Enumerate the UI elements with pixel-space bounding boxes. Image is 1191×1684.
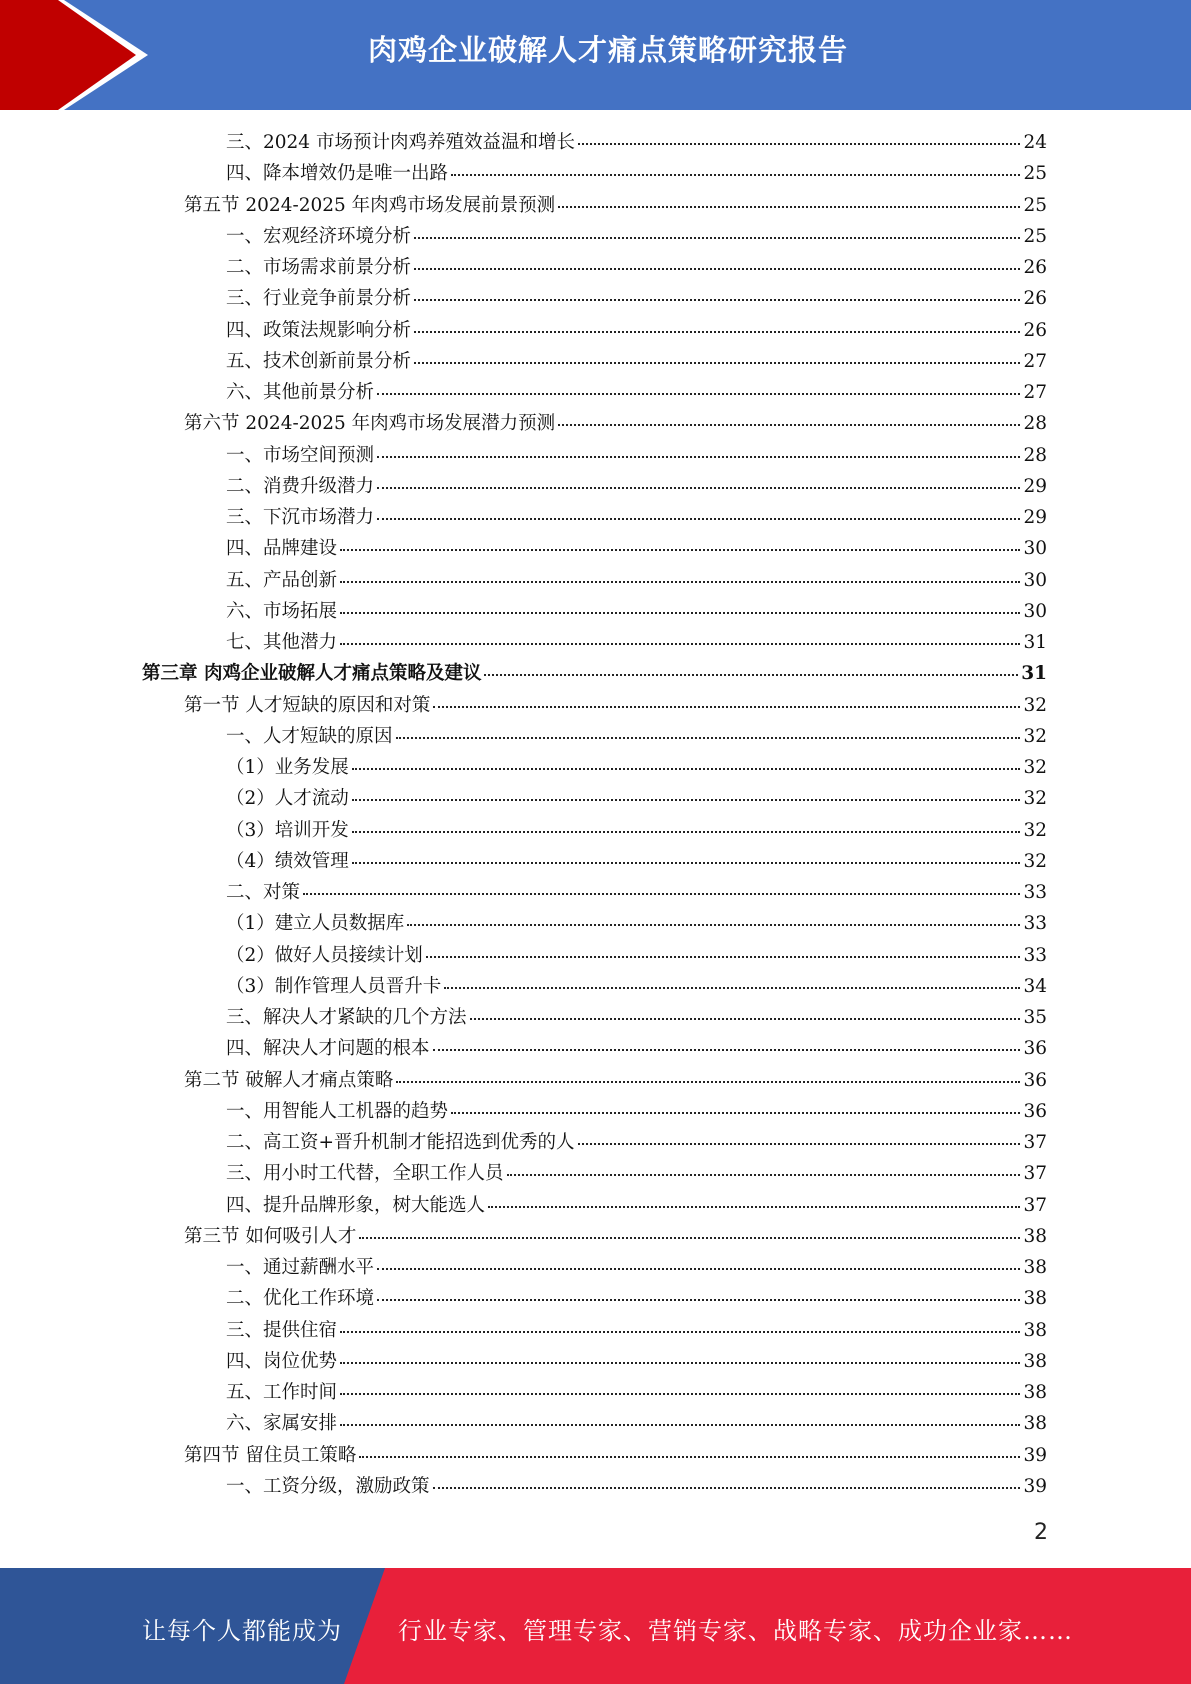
toc-leader-dots — [470, 1018, 1021, 1020]
toc-entry-page: 38 — [1023, 1413, 1047, 1435]
toc-leader-dots — [414, 362, 1020, 364]
toc-entry-page: 27 — [1023, 382, 1047, 403]
toc-entry-label: （1）业务发展 — [226, 757, 349, 778]
toc-entry-page: 25 — [1023, 194, 1047, 216]
toc-entry[interactable] — [226, 971, 1047, 1002]
toc-entry-page: 27 — [1023, 350, 1047, 372]
toc-entry-label: （4）绩效管理 — [226, 850, 349, 872]
toc-leader-dots — [352, 799, 1021, 801]
toc-entry-page: 38 — [1023, 1319, 1047, 1341]
toc-entry-label: 一、市场空间预测 — [226, 444, 375, 466]
toc-entry[interactable] — [226, 1033, 1047, 1064]
toc-leader-dots — [407, 924, 1020, 926]
toc-entry-page: 30 — [1023, 600, 1047, 622]
toc-entry-page: 38 — [1023, 1225, 1047, 1247]
toc-entry-page: 32 — [1023, 788, 1047, 810]
toc-entry-page: 29 — [1023, 475, 1047, 497]
toc-entry-page: 31 — [1021, 663, 1047, 685]
toc-entry-label: 四、政策法规影响分析 — [226, 319, 412, 341]
toc-entry-label: 四、岗位优势 — [226, 1350, 338, 1372]
footer-expert-list: 行业专家、管理专家、营销专家、战略专家、成功企业家…… — [398, 1617, 1073, 1645]
toc-entry-label: 六、市场拓展 — [226, 600, 338, 622]
toc-leader-dots — [578, 1143, 1021, 1145]
toc-leader-dots — [359, 1237, 1020, 1239]
toc-leader-dots — [377, 518, 1020, 520]
toc-leader-dots — [377, 456, 1020, 458]
toc-entry-label: 三、解决人才紧缺的几个方法 — [226, 1007, 467, 1028]
toc-entry-page: 36 — [1023, 1100, 1047, 1122]
toc-entry-page: 39 — [1023, 1444, 1047, 1466]
footer-slogan: 让每个人都能成为 — [142, 1617, 342, 1645]
toc-entry-page: 38 — [1023, 1288, 1047, 1310]
toc-entry-label: 三、行业竞争前景分析 — [226, 288, 412, 310]
toc-entry-page: 31 — [1023, 632, 1047, 653]
toc-entry-page: 37 — [1023, 1132, 1047, 1153]
toc-entry-page: 32 — [1023, 819, 1047, 841]
toc-entry[interactable] — [226, 1471, 1047, 1502]
toc-leader-dots — [433, 1487, 1021, 1489]
toc-entry-page: 25 — [1023, 163, 1047, 185]
toc-entry-label: 三、2024 市场预计肉鸡养殖效益温和增长 — [226, 132, 575, 153]
toc-entry[interactable] — [226, 471, 1047, 502]
toc-entry[interactable] — [226, 1252, 1047, 1283]
toc-leader-dots — [433, 1049, 1021, 1051]
toc-leader-dots — [340, 612, 1020, 614]
toc-entry[interactable] — [226, 1096, 1047, 1127]
toc-leader-dots — [396, 1081, 1020, 1083]
toc-entry-page: 30 — [1023, 569, 1047, 591]
toc-entry-label: 二、消费升级潜力 — [226, 475, 375, 497]
toc-leader-dots — [352, 768, 1021, 770]
toc-leader-dots — [377, 1268, 1020, 1270]
toc-entry-page: 28 — [1023, 413, 1047, 435]
toc-leader-dots — [414, 299, 1020, 301]
footer-band — [0, 1568, 1191, 1684]
toc-entry[interactable] — [226, 1377, 1047, 1408]
toc-entry-label: 三、下沉市场潜力 — [226, 507, 375, 528]
header-band — [0, 0, 1191, 110]
toc-leader-dots — [377, 1299, 1020, 1301]
toc-entry-page: 37 — [1023, 1163, 1047, 1185]
toc-leader-dots — [433, 706, 1020, 708]
toc-entry-label: 第六节 2024-2025 年肉鸡市场发展潜力预测 — [184, 413, 556, 435]
toc-entry-page: 30 — [1023, 538, 1047, 560]
toc-entry[interactable] — [226, 283, 1047, 314]
toc-entry-page: 33 — [1023, 944, 1047, 966]
toc-leader-dots — [340, 1393, 1020, 1395]
toc-entry[interactable] — [226, 1408, 1047, 1439]
toc-leader-dots — [414, 268, 1020, 270]
toc-entry[interactable] — [226, 846, 1047, 877]
toc-entry-page: 26 — [1023, 288, 1047, 310]
toc-entry-label: 五、产品创新 — [226, 569, 338, 591]
toc-entry-label: 第三节 如何吸引人才 — [184, 1225, 357, 1247]
toc-entry-label: （1）建立人员数据库 — [226, 913, 405, 935]
toc-entry-label: 第五节 2024-2025 年肉鸡市场发展前景预测 — [184, 194, 556, 216]
toc-entry[interactable] — [226, 377, 1047, 408]
toc-entry-label: 六、家属安排 — [226, 1413, 338, 1435]
toc-entry-label: 三、提供住宿 — [226, 1319, 338, 1341]
toc-leader-dots — [377, 487, 1020, 489]
toc-entry-page: 29 — [1023, 507, 1047, 528]
toc-leader-dots — [352, 862, 1021, 864]
toc-entry-label: 二、对策 — [226, 882, 301, 903]
toc-entry-page: 32 — [1023, 725, 1047, 747]
toc-entry[interactable] — [184, 690, 1047, 721]
toc-entry[interactable] — [184, 408, 1047, 439]
toc-entry-label: 四、降本增效仍是唯一出路 — [226, 163, 449, 185]
toc-entry-label: （2）人才流动 — [226, 788, 349, 810]
toc-entry[interactable] — [142, 658, 1047, 689]
toc-entry-label: 四、解决人才问题的根本 — [226, 1038, 430, 1060]
toc-entry-page: 32 — [1023, 850, 1047, 872]
toc-entry-label: 一、工资分级，激励政策 — [226, 1475, 430, 1497]
toc-entry-label: 一、通过薪酬水平 — [226, 1257, 375, 1278]
toc-entry[interactable] — [226, 1127, 1047, 1158]
toc-entry[interactable] — [226, 1315, 1047, 1346]
toc-entry[interactable] — [226, 158, 1047, 189]
toc-entry-label: 一、宏观经济环境分析 — [226, 225, 412, 247]
page-number: 2 — [1034, 1520, 1048, 1545]
toc-entry-page: 26 — [1023, 319, 1047, 341]
toc-entry-label: 二、优化工作环境 — [226, 1288, 375, 1310]
toc-entry[interactable] — [226, 627, 1047, 658]
toc-entry[interactable] — [226, 127, 1047, 158]
toc-leader-dots — [340, 1424, 1020, 1426]
toc-entry[interactable] — [226, 252, 1047, 283]
toc-entry[interactable] — [226, 1190, 1047, 1221]
toc-entry-label: （2）做好人员接续计划 — [226, 944, 423, 966]
toc-entry-label: 七、其他潜力 — [226, 632, 338, 653]
toc-entry-page: 32 — [1023, 757, 1047, 778]
toc-entry[interactable] — [226, 596, 1047, 627]
toc-entry-page: 39 — [1023, 1475, 1047, 1497]
toc-entry-label: 六、其他前景分析 — [226, 382, 375, 403]
toc-entry-page: 36 — [1023, 1069, 1047, 1091]
toc-entry-label: （3）制作管理人员晋升卡 — [226, 975, 442, 997]
toc-entry[interactable] — [226, 940, 1047, 971]
toc-entry-label: （3）培训开发 — [226, 819, 349, 841]
toc-entry-page: 38 — [1023, 1257, 1047, 1278]
toc-entry[interactable] — [226, 721, 1047, 752]
toc-leader-dots — [396, 737, 1021, 739]
toc-entry-label: 第一节 人才短缺的原因和对策 — [184, 694, 431, 716]
toc-entry[interactable] — [184, 190, 1047, 221]
toc-entry[interactable] — [184, 1221, 1047, 1252]
toc-entry-page: 37 — [1023, 1194, 1047, 1216]
toc-entry[interactable] — [226, 783, 1047, 814]
toc-entry-page: 33 — [1023, 882, 1047, 903]
toc-leader-dots — [359, 1456, 1020, 1458]
toc-entry-page: 38 — [1023, 1350, 1047, 1372]
toc-entry-page: 26 — [1023, 257, 1047, 278]
toc-leader-dots — [451, 174, 1020, 176]
toc-leader-dots — [340, 549, 1020, 551]
toc-leader-dots — [340, 581, 1020, 583]
toc-entry[interactable] — [226, 221, 1047, 252]
toc-entry-label: 二、市场需求前景分析 — [226, 257, 412, 278]
toc-leader-dots — [451, 1112, 1020, 1114]
toc-entry[interactable] — [226, 1283, 1047, 1314]
toc-entry[interactable] — [226, 315, 1047, 346]
toc-leader-dots — [414, 331, 1020, 333]
toc-entry-label: 三、用小时工代替，全职工作人员 — [226, 1163, 504, 1185]
toc-entry-label: 一、人才短缺的原因 — [226, 725, 393, 747]
toc-entry-label: 五、技术创新前景分析 — [226, 350, 412, 372]
toc-entry[interactable] — [226, 502, 1047, 533]
toc-entry[interactable] — [226, 908, 1047, 939]
toc-entry-label: 五、工作时间 — [226, 1382, 338, 1403]
toc-entry-page: 34 — [1023, 975, 1047, 997]
toc-leader-dots — [558, 206, 1020, 208]
toc-entry-label: 第四节 留住员工策略 — [184, 1444, 357, 1466]
toc-leader-dots — [340, 1362, 1020, 1364]
toc-entry-page: 32 — [1023, 694, 1047, 716]
toc-entry[interactable] — [226, 1346, 1047, 1377]
toc-leader-dots — [303, 893, 1020, 895]
toc-leader-dots — [340, 643, 1020, 645]
toc-entry-label: 四、提升品牌形象，树大能选人 — [226, 1194, 486, 1216]
toc-entry-page: 33 — [1023, 913, 1047, 935]
toc-leader-dots — [414, 237, 1020, 239]
toc-leader-dots — [558, 424, 1020, 426]
toc-entry[interactable] — [184, 1440, 1047, 1471]
toc-leader-dots — [578, 143, 1020, 145]
toc-entry[interactable] — [226, 1002, 1047, 1033]
toc-leader-dots — [352, 831, 1021, 833]
toc-entry-page: 38 — [1023, 1382, 1047, 1403]
toc-entry[interactable] — [226, 440, 1047, 471]
toc-leader-dots — [484, 674, 1018, 676]
page-title: 肉鸡企业破解人才痛点策略研究报告 — [367, 33, 848, 67]
toc-entry[interactable] — [226, 565, 1047, 596]
toc-entry-label: 第三章 肉鸡企业破解人才痛点策略及建议 — [142, 663, 482, 685]
toc-entry-page: 35 — [1023, 1007, 1047, 1028]
toc-leader-dots — [377, 393, 1020, 395]
toc-entry[interactable] — [226, 1158, 1047, 1189]
toc-leader-dots — [507, 1174, 1021, 1176]
toc-entry-label: 第二节 破解人才痛点策略 — [184, 1069, 394, 1091]
toc-entry-label: 四、品牌建设 — [226, 538, 338, 560]
toc-entry[interactable] — [226, 877, 1047, 908]
toc-leader-dots — [488, 1206, 1020, 1208]
toc-leader-dots — [444, 987, 1020, 989]
toc-entry-page: 24 — [1023, 132, 1047, 153]
toc-entry-page: 36 — [1023, 1038, 1047, 1060]
toc-entry-label: 一、用智能人工机器的趋势 — [226, 1100, 449, 1122]
toc-entry[interactable] — [226, 346, 1047, 377]
toc-entry-page: 25 — [1023, 225, 1047, 247]
toc-entry[interactable] — [184, 1065, 1047, 1096]
toc-entry[interactable] — [226, 815, 1047, 846]
toc-entry-label: 二、高工资+晋升机制才能招选到优秀的人 — [226, 1132, 575, 1153]
toc-entry[interactable] — [226, 752, 1047, 783]
toc-leader-dots — [340, 1331, 1020, 1333]
toc-entry[interactable] — [226, 533, 1047, 564]
toc-leader-dots — [426, 956, 1021, 958]
toc-entry-page: 28 — [1023, 444, 1047, 466]
